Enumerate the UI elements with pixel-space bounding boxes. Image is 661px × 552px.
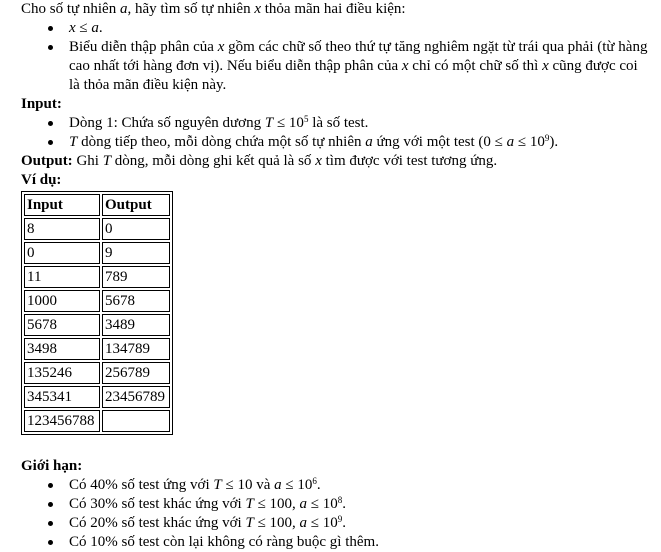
cell-output: 134789 — [102, 338, 170, 360]
cell-output: 256789 — [102, 362, 170, 384]
intro-text: Cho số tự nhiên a, hãy tìm số tự nhiên x thỏa mãn hai điều kiện: — [21, 1, 406, 17]
cell-input: 5678 — [24, 314, 100, 336]
cell-output: 3489 — [102, 314, 170, 336]
limits-list — [21, 476, 651, 552]
input-list — [21, 114, 651, 152]
problem-statement — [21, 0, 651, 552]
example-table — [21, 191, 173, 435]
limit-1: Có 40% số test ứng với T ≤ 10 và $a \le 10^6$. — [69, 476, 651, 495]
table-row — [24, 338, 170, 360]
limit-3: Có 20% số test khác ứng với T ≤ 100, $a \le 10^9$. — [69, 514, 651, 533]
condition-2: Biểu diễn thập phân của x gồm các chữ số theo thứ tự tăng nghiêm ngặt từ trái qua phải (từ hàng cao nhất tới hàng đơn vị). Nếu biểu diễn thập phân của x chỉ có một chữ số thì x cũng được coi là thỏa mãn điều kiện này. — [69, 38, 651, 95]
output-line: Output: Ghi T dòng, mỗi dòng ghi kết quả là số x tìm được với test tương ứng. — [21, 153, 498, 169]
header-output: Output — [102, 194, 170, 216]
cell-input: 1000 — [24, 290, 100, 312]
cell-input: 135246 — [24, 362, 100, 384]
input-line-2: T dòng tiếp theo, mỗi dòng chứa một số tự nhiên a ứng với một test $(0 \le a \le 10^9)$. — [69, 133, 651, 152]
table-header-row — [24, 194, 170, 216]
table-row — [24, 218, 170, 240]
cell-output: 5678 — [102, 290, 170, 312]
table-row — [24, 386, 170, 408]
conditions-list — [21, 19, 651, 95]
condition-1: x ≤ a. — [69, 19, 651, 38]
input-heading: Input: — [21, 96, 62, 112]
limit-4: Có 10% số test còn lại không có ràng buộc gì thêm. — [69, 533, 651, 552]
spacer — [21, 435, 651, 457]
cell-input: 3498 — [24, 338, 100, 360]
table-row — [24, 266, 170, 288]
cell-input: 123456788 — [24, 410, 100, 432]
cell-output — [102, 410, 170, 432]
header-input: Input — [24, 194, 100, 216]
table-row — [24, 290, 170, 312]
limit-2: Có 30% số test khác ứng với T ≤ 100, $a \le 10^8$. — [69, 495, 651, 514]
table-row — [24, 314, 170, 336]
cell-output: 23456789 — [102, 386, 170, 408]
cell-input: 11 — [24, 266, 100, 288]
example-heading: Ví dụ: — [21, 172, 62, 188]
table-row — [24, 362, 170, 384]
cell-input: 345341 — [24, 386, 100, 408]
limits-heading: Giới hạn: — [21, 458, 83, 474]
input-line-1: Dòng 1: Chứa số nguyên dương $T \le 10^5$ là số test. — [69, 114, 651, 133]
cell-output: 789 — [102, 266, 170, 288]
example-table-body — [24, 194, 170, 432]
table-row — [24, 410, 170, 432]
cell-output: 9 — [102, 242, 170, 264]
cell-output: 0 — [102, 218, 170, 240]
cell-input: 8 — [24, 218, 100, 240]
cell-input: 0 — [24, 242, 100, 264]
table-row — [24, 242, 170, 264]
